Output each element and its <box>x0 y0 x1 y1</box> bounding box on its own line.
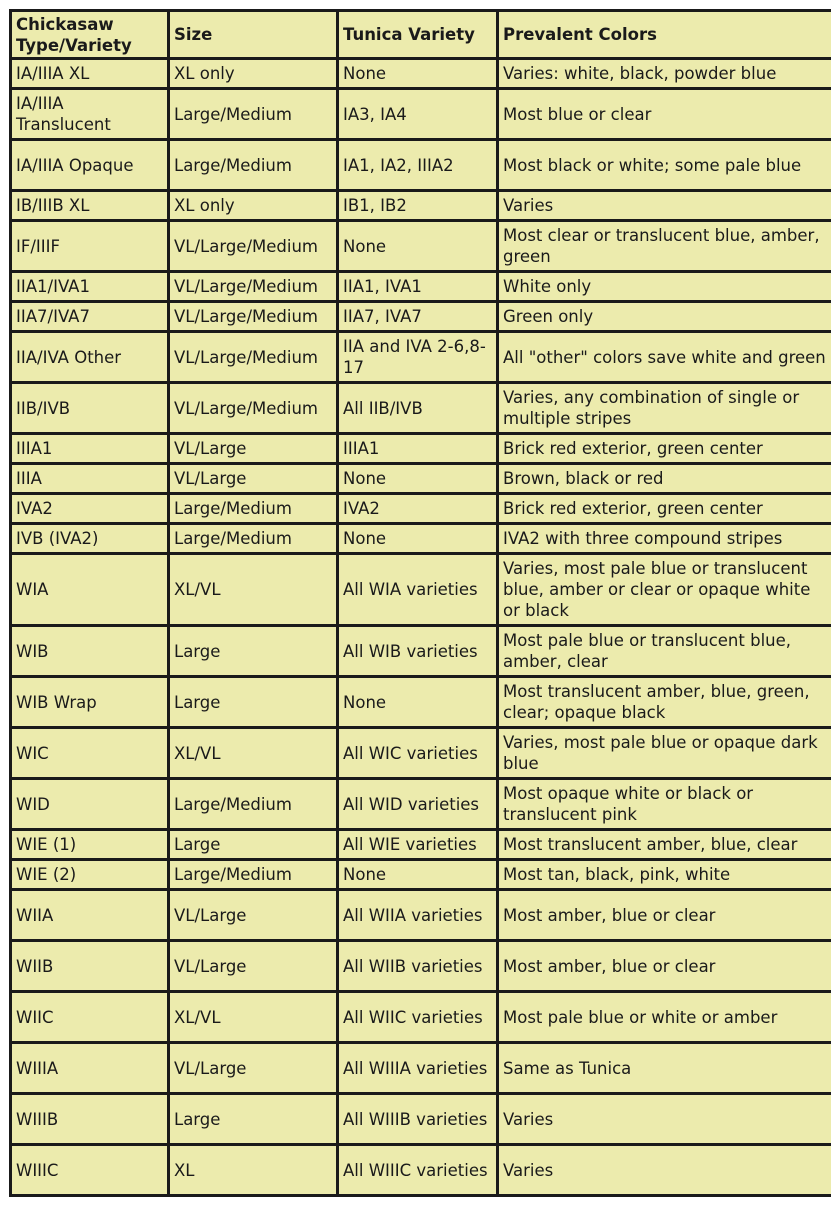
cell-chickasaw-type: WIIIB <box>12 1095 167 1143</box>
cell-chickasaw-type: IIIA <box>12 465 167 492</box>
cell-chickasaw-type: WID <box>12 780 167 828</box>
cell-size: VL/Large/Medium <box>170 303 336 330</box>
cell-prevalent-colors: Brick red exterior, green center <box>499 435 831 462</box>
cell-tunica-variety: All WID varieties <box>339 780 496 828</box>
cell-tunica-variety: IIA1, IVA1 <box>339 273 496 300</box>
table-row <box>12 1146 831 1194</box>
table-row <box>12 1044 831 1092</box>
table-row <box>12 141 831 189</box>
cell-size: VL/Large/Medium <box>170 333 336 381</box>
table-row <box>12 495 831 522</box>
cell-tunica-variety: All WIIB varieties <box>339 942 496 990</box>
cell-size: Large/Medium <box>170 141 336 189</box>
table-row <box>12 222 831 270</box>
cell-tunica-variety: All WIC varieties <box>339 729 496 777</box>
cell-chickasaw-type: WIIIC <box>12 1146 167 1194</box>
cell-size: Large <box>170 627 336 675</box>
cell-tunica-variety: All WIIIC varieties <box>339 1146 496 1194</box>
cell-tunica-variety: IA1, IA2, IIIA2 <box>339 141 496 189</box>
cell-size: VL/Large/Medium <box>170 384 336 432</box>
cell-chickasaw-type: IIB/IVB <box>12 384 167 432</box>
cell-prevalent-colors: Most amber, blue or clear <box>499 891 831 939</box>
table-row <box>12 435 831 462</box>
cell-size: VL/Large/Medium <box>170 222 336 270</box>
cell-prevalent-colors: Most translucent amber, blue, clear <box>499 831 831 858</box>
cell-tunica-variety: None <box>339 222 496 270</box>
cell-chickasaw-type: WIC <box>12 729 167 777</box>
cell-prevalent-colors: Green only <box>499 303 831 330</box>
cell-tunica-variety: IIA and IVA 2-6,8-17 <box>339 333 496 381</box>
cell-chickasaw-type: IIIA1 <box>12 435 167 462</box>
cell-prevalent-colors: Varies, any combination of single or multiple stripes <box>499 384 831 432</box>
cell-prevalent-colors: Brown, black or red <box>499 465 831 492</box>
table-row <box>12 627 831 675</box>
cell-chickasaw-type: WIA <box>12 555 167 624</box>
cell-chickasaw-type: IA/IIIA Translucent <box>12 90 167 138</box>
cell-size: VL/Large <box>170 1044 336 1092</box>
cell-size: XL only <box>170 192 336 219</box>
cell-size: Large/Medium <box>170 861 336 888</box>
table-row <box>12 273 831 300</box>
bead-types-table-container <box>9 9 831 1197</box>
cell-tunica-variety: None <box>339 525 496 552</box>
table-row <box>12 729 831 777</box>
table-row <box>12 942 831 990</box>
table-row <box>12 993 831 1041</box>
cell-prevalent-colors: Most black or white; some pale blue <box>499 141 831 189</box>
bead-types-table <box>9 9 834 1197</box>
header-size: Size <box>170 12 336 57</box>
cell-size: Large/Medium <box>170 780 336 828</box>
table-row <box>12 831 831 858</box>
cell-tunica-variety: None <box>339 465 496 492</box>
table-row <box>12 861 831 888</box>
cell-prevalent-colors: IVA2 with three compound stripes <box>499 525 831 552</box>
cell-size: XL/VL <box>170 993 336 1041</box>
header-tunica-variety: Tunica Variety <box>339 12 496 57</box>
cell-size: VL/Large/Medium <box>170 273 336 300</box>
cell-size: Large/Medium <box>170 495 336 522</box>
cell-chickasaw-type: IVB (IVA2) <box>12 525 167 552</box>
cell-prevalent-colors: Varies, most pale blue or translucent blue, amber or clear or opaque white or black <box>499 555 831 624</box>
cell-prevalent-colors: Varies, most pale blue or opaque dark blue <box>499 729 831 777</box>
cell-prevalent-colors: White only <box>499 273 831 300</box>
cell-prevalent-colors: Varies <box>499 192 831 219</box>
header-prevalent-colors: Prevalent Colors <box>499 12 831 57</box>
cell-prevalent-colors: Brick red exterior, green center <box>499 495 831 522</box>
cell-prevalent-colors: Most pale blue or white or amber <box>499 993 831 1041</box>
cell-tunica-variety: All IIB/IVB <box>339 384 496 432</box>
cell-tunica-variety: All WIIIA varieties <box>339 1044 496 1092</box>
table-row <box>12 525 831 552</box>
cell-tunica-variety: None <box>339 861 496 888</box>
table-row <box>12 303 831 330</box>
header-row <box>12 12 831 57</box>
cell-prevalent-colors: Most clear or translucent blue, amber, green <box>499 222 831 270</box>
cell-tunica-variety: All WIIA varieties <box>339 891 496 939</box>
cell-chickasaw-type: WIIC <box>12 993 167 1041</box>
cell-prevalent-colors: Most opaque white or black or translucent pink <box>499 780 831 828</box>
table-row <box>12 555 831 624</box>
cell-tunica-variety: IB1, IB2 <box>339 192 496 219</box>
cell-prevalent-colors: Varies <box>499 1095 831 1143</box>
table-row <box>12 780 831 828</box>
cell-chickasaw-type: IIA/IVA Other <box>12 333 167 381</box>
cell-chickasaw-type: WIE (1) <box>12 831 167 858</box>
table-row <box>12 1095 831 1143</box>
cell-tunica-variety: All WIA varieties <box>339 555 496 624</box>
cell-prevalent-colors: Most pale blue or translucent blue, amber, clear <box>499 627 831 675</box>
table-row <box>12 678 831 726</box>
cell-prevalent-colors: Most translucent amber, blue, green, clear; opaque black <box>499 678 831 726</box>
cell-prevalent-colors: Varies: white, black, powder blue <box>499 60 831 87</box>
cell-chickasaw-type: WIB Wrap <box>12 678 167 726</box>
cell-tunica-variety: IVA2 <box>339 495 496 522</box>
cell-size: XL <box>170 1146 336 1194</box>
cell-chickasaw-type: IA/IIIA Opaque <box>12 141 167 189</box>
cell-tunica-variety: All WIE varieties <box>339 831 496 858</box>
cell-size: VL/Large <box>170 942 336 990</box>
cell-tunica-variety: None <box>339 678 496 726</box>
cell-chickasaw-type: IB/IIIB XL <box>12 192 167 219</box>
table-row <box>12 90 831 138</box>
cell-prevalent-colors: Most amber, blue or clear <box>499 942 831 990</box>
cell-tunica-variety: All WIB varieties <box>339 627 496 675</box>
cell-size: VL/Large <box>170 435 336 462</box>
cell-chickasaw-type: WIE (2) <box>12 861 167 888</box>
cell-tunica-variety: All WIIIB varieties <box>339 1095 496 1143</box>
cell-prevalent-colors: Varies <box>499 1146 831 1194</box>
cell-chickasaw-type: IA/IIIA XL <box>12 60 167 87</box>
header-chickasaw-type: Chickasaw Type/Variety <box>12 12 167 57</box>
cell-size: XL/VL <box>170 729 336 777</box>
cell-size: VL/Large <box>170 465 336 492</box>
cell-size: Large <box>170 1095 336 1143</box>
cell-chickasaw-type: WIB <box>12 627 167 675</box>
cell-chickasaw-type: WIIB <box>12 942 167 990</box>
cell-prevalent-colors: Most blue or clear <box>499 90 831 138</box>
table-row <box>12 60 831 87</box>
table-row <box>12 465 831 492</box>
cell-size: Large/Medium <box>170 525 336 552</box>
cell-size: Large <box>170 831 336 858</box>
cell-size: XL/VL <box>170 555 336 624</box>
cell-chickasaw-type: IIA7/IVA7 <box>12 303 167 330</box>
table-row <box>12 891 831 939</box>
cell-tunica-variety: IIIA1 <box>339 435 496 462</box>
table-row <box>12 384 831 432</box>
cell-chickasaw-type: WIIA <box>12 891 167 939</box>
table-row <box>12 333 831 381</box>
cell-prevalent-colors: All "other" colors save white and green <box>499 333 831 381</box>
cell-prevalent-colors: Most tan, black, pink, white <box>499 861 831 888</box>
cell-size: Large/Medium <box>170 90 336 138</box>
cell-tunica-variety: None <box>339 60 496 87</box>
cell-tunica-variety: IIA7, IVA7 <box>339 303 496 330</box>
cell-size: Large <box>170 678 336 726</box>
cell-tunica-variety: IA3, IA4 <box>339 90 496 138</box>
cell-size: XL only <box>170 60 336 87</box>
cell-chickasaw-type: IVA2 <box>12 495 167 522</box>
cell-tunica-variety: All WIIC varieties <box>339 993 496 1041</box>
cell-prevalent-colors: Same as Tunica <box>499 1044 831 1092</box>
cell-chickasaw-type: WIIIA <box>12 1044 167 1092</box>
table-row <box>12 192 831 219</box>
cell-size: VL/Large <box>170 891 336 939</box>
cell-chickasaw-type: IIA1/IVA1 <box>12 273 167 300</box>
cell-chickasaw-type: IF/IIIF <box>12 222 167 270</box>
